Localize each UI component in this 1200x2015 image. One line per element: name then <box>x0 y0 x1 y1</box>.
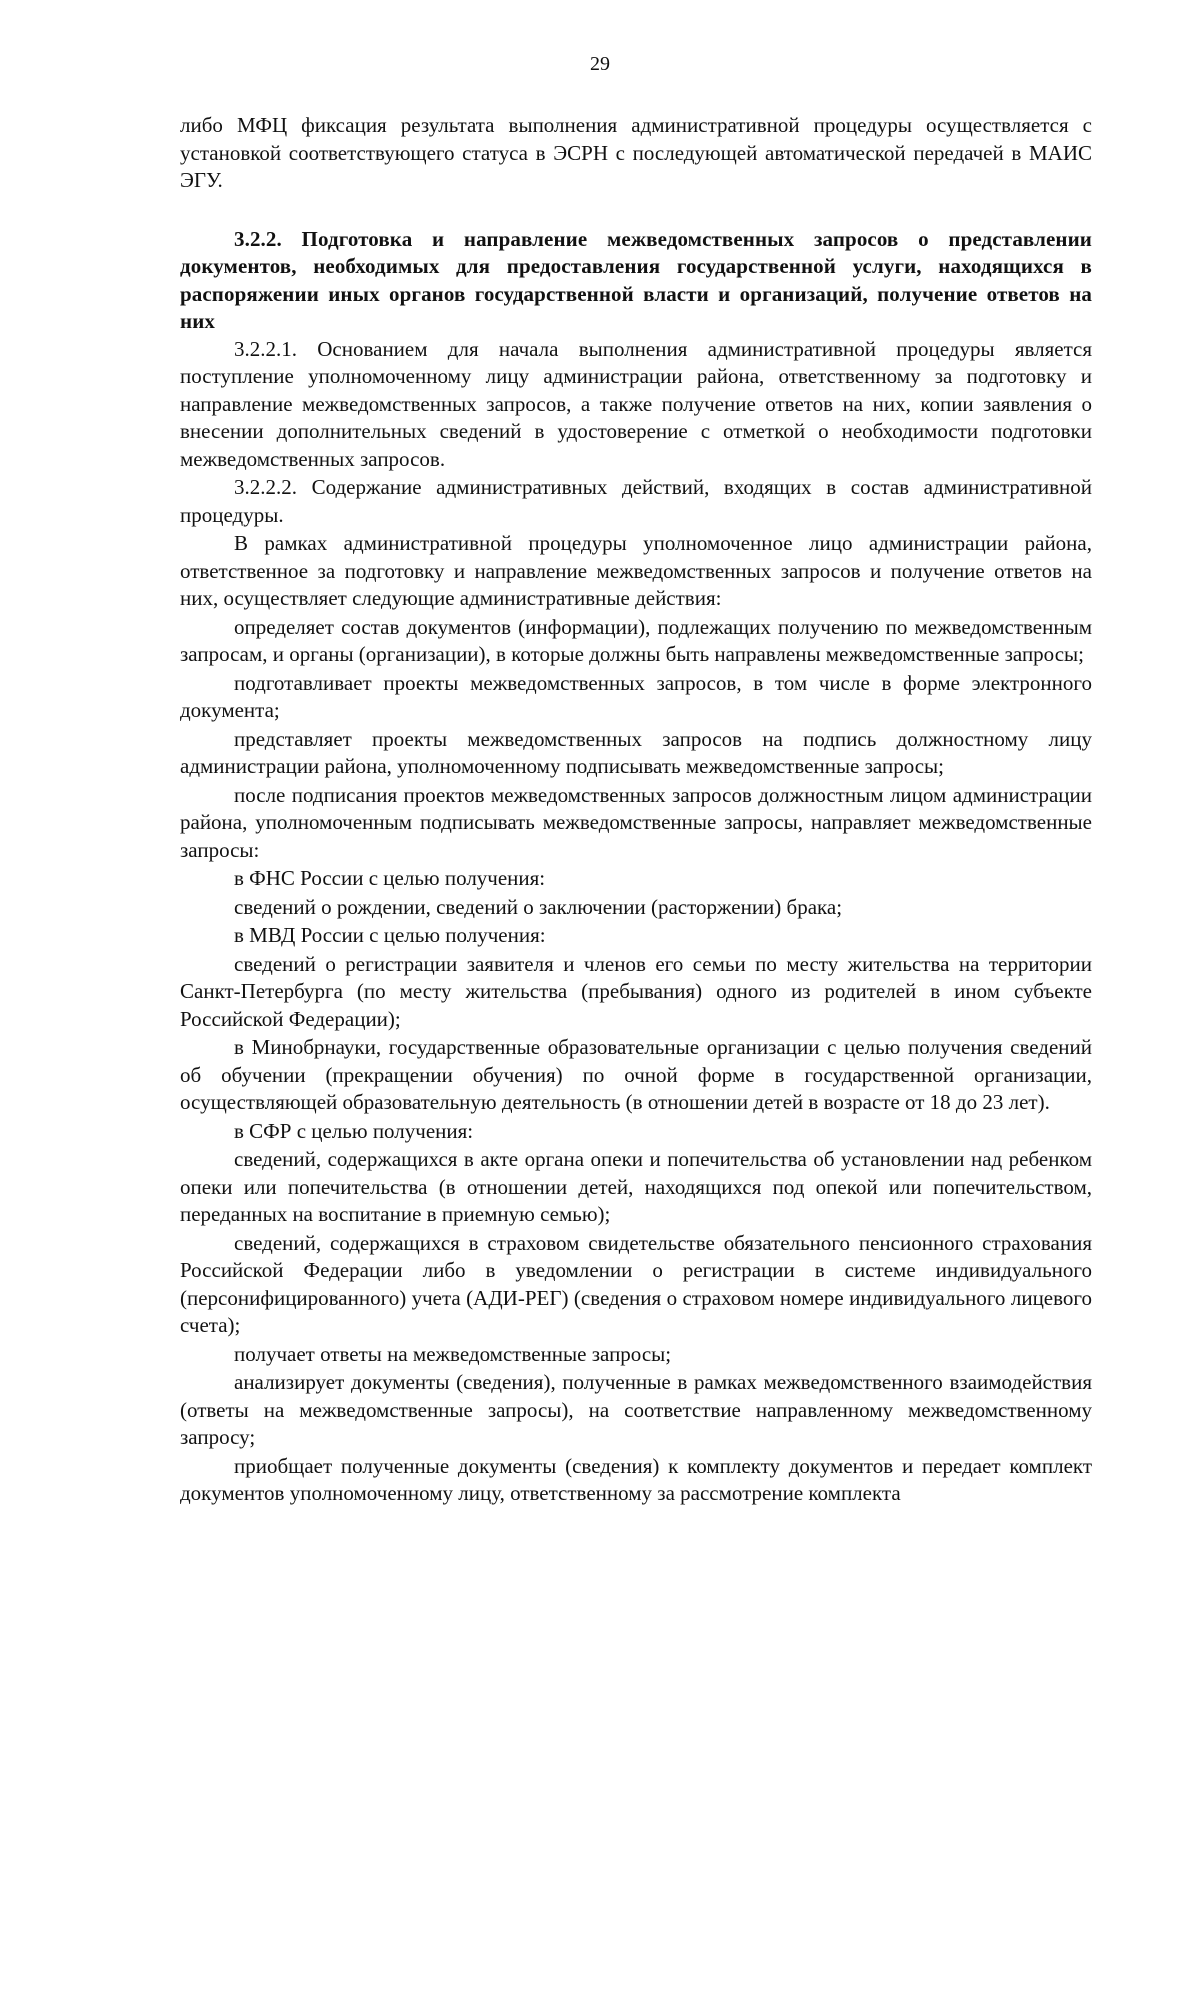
action-submits-drafts: представляет проекты межведомственных запросов на подпись должностному лицу администрации района, уполномоченному подписывать межведомственные запросы; <box>180 726 1092 778</box>
mvd-request-details: сведений о регистрации заявителя и членов его семьи по месту жительства на территории Санкт-Петербурга (по месту жительства (пребывания) одного из родителей в ином субъекте Российской Федерации); <box>180 951 1092 1031</box>
sfr-guardianship-details: сведений, содержащихся в акте органа опеки и попечительства об установлении над ребенком опеки или попечительства (в отношении детей, находящихся под опекой или попечительством, переданных на воспитание в приемную семью); <box>180 1147 1092 1226</box>
mvd-request-item: в МВД России с целью получения: <box>234 923 546 947</box>
administrative-actions-intro: В рамках административной процедуры уполномоченное лицо администрации района, ответственное за подготовку и направление межведомственных запросов и получение ответов на них, осуществляет следующие административные действия: <box>180 531 1092 610</box>
fns-request-item: в ФНС России с целью получения: <box>234 866 546 890</box>
action-sends-requests: после подписания проектов межведомственных запросов должностным лицом администрации района, уполномоченным подписывать межведомственные запросы, направляет межведомственные запросы: <box>180 782 1092 862</box>
document-body <box>180 112 1092 1508</box>
action-prepares-drafts: подготавливает проекты межведомственных запросов, в том числе в форме электронного документа; <box>180 670 1092 722</box>
sfr-insurance-details: сведений, содержащихся в страховом свидетельстве обязательного пенсионного страхования Российской Федерации либо в уведомлении о регистрации в системе индивидуального (персонифицированного) учета (АДИ-РЕГ) (сведения о страховом номере индивидуального лицевого счета); <box>180 1230 1092 1337</box>
page-number: 29 <box>590 53 610 75</box>
action-analyzes-documents: анализирует документы (сведения), полученные в рамках межведомственного взаимодействия (ответы на межведомственные запросы), на соответствие направленному межведомственному запросу; <box>180 1370 1092 1449</box>
sfr-request-item: в СФР с целью получения: <box>234 1118 474 1143</box>
action-receives-responses: получает ответы на межведомственные запросы; <box>234 1341 672 1366</box>
action-determines-documents: определяет состав документов (информации), подлежащих получению по межведомственным запросам, и органы (организации), в которые должны быть направлены межведомственные запросы; <box>180 614 1092 666</box>
education-request-item: в Минобрнауки, государственные образовательные организации с целью получения сведений об обучении (прекращении обучения) по очной форме в государственной организации, осуществляющей образовательную деятельность (в отношении детей в возрасте от 18 до 23 лет). <box>180 1035 1092 1114</box>
paragraph-3-2-2-2: 3.2.2.2. Содержание административных действий, входящих в состав административной процедуры. <box>180 475 1092 527</box>
fns-request-details: сведений о рождении, сведений о заключении (расторжении) брака; <box>234 894 843 919</box>
action-attaches-documents: приобщает полученные документы (сведения) к комплекту документов и передает комплект документов уполномоченному лицу, ответственному за рассмотрение комплекта <box>180 1453 1092 1505</box>
paragraph-3-2-2-1: 3.2.2.1. Основанием для начала выполнения административной процедуры является поступление уполномоченному лицу администрации района, ответственному за подготовку и направление межведомственных запросов, а также получение ответов на них, копии заявления о внесении дополнительных сведений в удостоверение с отметкой о необходимости подготовки межведомственных запросов. <box>180 336 1092 471</box>
intro-paragraph: либо МФЦ фиксация результата выполнения административной процедуры осуществляется с установкой соответствующего статуса в ЭСРН с последующей автоматической передачей в МАИС ЭГУ. <box>180 113 1092 192</box>
section-heading: 3.2.2. Подготовка и направление межведомственных запросов о представлении документов, необходимых для предоставления государственной услуги, находящихся в распоряжении иных органов государственной власти и организаций, получение ответов на них <box>180 226 1092 333</box>
